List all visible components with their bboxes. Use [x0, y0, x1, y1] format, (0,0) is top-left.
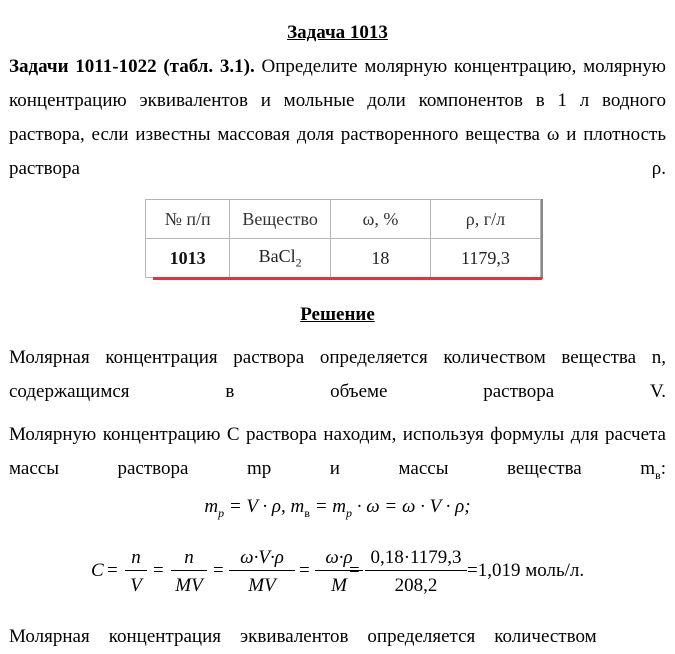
f2-frac3-den: MV: [248, 575, 276, 596]
f2-frac1: [125, 546, 147, 597]
f2-frac2-den: MV: [175, 575, 203, 596]
f2-frac4-den: M: [331, 575, 347, 596]
f1-s1: р: [218, 505, 225, 520]
problem-lead: Задачи 1011-1022 (табл. 3.1).: [9, 56, 255, 77]
f1-p2: =: [309, 496, 333, 517]
f1-s2: в: [304, 505, 310, 520]
table-header-row: [146, 200, 541, 239]
data-table-wrapper: [145, 199, 543, 280]
f2-frac1-num: n: [125, 546, 147, 571]
data-table: [145, 199, 541, 278]
header-rho: ρ, г/л: [430, 200, 540, 239]
f2-result: =1,019 моль/л.: [467, 560, 585, 581]
f2-frac4-num: ω·ρ: [315, 546, 363, 571]
para2-subscript: в: [655, 467, 661, 482]
f2-frac2: [171, 546, 207, 597]
para2-text: Молярную концентрацию C раствора находим, используя формулы для расчета массы раствора mр и массы вещества m: [9, 424, 666, 479]
cell-number: 1013: [146, 239, 230, 278]
f2-eq3: =: [213, 560, 224, 581]
header-number: № п/п: [146, 200, 230, 239]
paragraph-equivalent-concentration: Молярная концентрация эквивалентов определяется количеством: [9, 626, 597, 647]
f1-m1: m: [204, 496, 219, 517]
cell-rho: 1179,3: [430, 239, 540, 278]
f2-eq4: =: [299, 560, 310, 581]
f1-m2: m: [290, 496, 305, 517]
problem-statement: [9, 50, 666, 186]
problem-text: Определите молярную концентрацию, молярную концентрацию эквивалентов и мольные доли компонентов в 1 л водного раствора, если известны массовая доля растворенного вещества ω и плотность раствора ρ.: [9, 56, 666, 179]
paragraph-formula-intro: [9, 418, 666, 492]
f2-frac1-den: V: [130, 575, 142, 596]
header-omega: ω, %: [330, 200, 430, 239]
f2-frac5: [365, 546, 467, 597]
f1-s3: р: [346, 505, 353, 520]
solution-heading: Решение: [300, 304, 375, 325]
f2-frac5-num: 0,18·1179,3: [365, 546, 467, 571]
f2-eq1: =: [107, 560, 118, 581]
para2-colon: :: [660, 458, 666, 479]
f2-frac5-den: 208,2: [394, 575, 438, 596]
substance-subscript: 2: [295, 255, 302, 270]
table-right-border: [541, 199, 543, 279]
f2-frac2-num: n: [171, 546, 207, 571]
f2-eq5: =: [349, 560, 360, 581]
header-substance: Вещество: [230, 200, 331, 239]
f1-m3: m: [332, 496, 347, 517]
f2-frac3: [229, 546, 295, 597]
table-row: [146, 239, 541, 278]
f2-lhs: C: [91, 560, 104, 581]
substance-base: BaCl: [258, 245, 296, 266]
paragraph-molar-concentration: Молярная концентрация раствора определяется количеством вещества n, содержащимся в объеме раствора V.: [9, 347, 666, 402]
cell-omega: 18: [330, 239, 430, 278]
f1-p3: · ω = ω · V · ρ;: [352, 496, 471, 517]
f2-frac3-num: ω·V·ρ: [229, 546, 295, 571]
formula-mass: [9, 496, 666, 521]
cell-substance: [230, 239, 331, 278]
table-red-underline: [153, 277, 542, 280]
f2-eq2: =: [153, 560, 164, 581]
page-title: Задача 1013: [287, 22, 388, 43]
f1-p1: = V · ρ,: [224, 496, 291, 517]
